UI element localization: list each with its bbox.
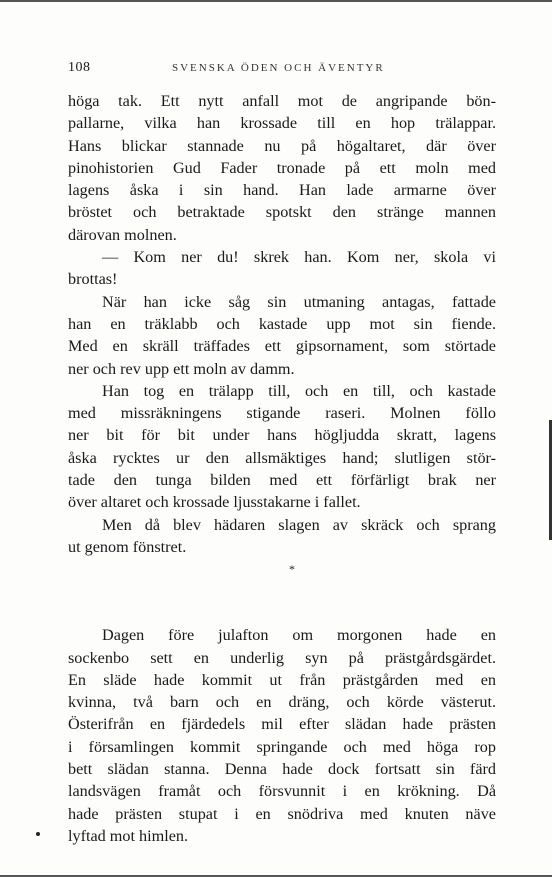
text-line: höga tak. Ett nytt anfall mot de angripande bön- (68, 92, 496, 110)
running-title: SVENSKA ÖDEN OCH ÄVENTYR (172, 62, 385, 74)
text-line: Hans blickar stannade nu på högaltaret, där över (68, 136, 496, 155)
text-line: brottas! (68, 270, 118, 289)
text-line: han en träklabb och kastade upp mot sin fiende. (68, 314, 496, 333)
text-line: När han icke såg sin utmaning antagas, fattade (102, 292, 496, 311)
text-line: lyftad mot himlen. (68, 826, 189, 845)
text-line: därovan molnen. (68, 225, 177, 244)
text-line: bett slädan stanna. Denna hade dock fortsatt sin färd (68, 760, 496, 779)
text-line: pallarne, vilka han krossade till en hop trälappar. (68, 114, 496, 133)
text-line: En släde hade kommit ut från prästgården med en (68, 670, 496, 689)
body-text (68, 90, 496, 847)
text-line: över altaret och krossade ljusstakarne i fallet. (68, 493, 361, 512)
text-line: Men då blev hädaren slagen av skräck och sprang (102, 515, 496, 534)
text-line: kvinna, två barn och en dräng, och körde västerut. (68, 693, 496, 712)
text-line: tade den tunga bilden med ett förfärligt brak ner (68, 471, 496, 490)
text-line: Med en skräll träffades ett gipsornament, som störtade (68, 337, 496, 356)
text-line: landsvägen framåt och försvunnit i en krökning. Då (68, 782, 496, 801)
text-line: pinohistorien Gud Fader tronade på ett moln med (68, 158, 496, 177)
text-line: i församlingen kommit springande och med höga rop (68, 737, 496, 756)
text-line: ut genom fönstret. (68, 537, 187, 556)
text-line: med missräkningens stigande raseri. Molnen föllo (68, 404, 496, 423)
page-number: 108 (68, 60, 91, 75)
text-line: Han tog en trälapp till, och en till, och kastade (102, 381, 496, 400)
section-separator: * (289, 562, 295, 577)
scan-top-edge (0, 0, 552, 2)
text-line: hade prästen stupat i en snödriva med knuten näve (68, 804, 496, 823)
page-header (68, 60, 498, 80)
text-line: lagens åska i sin hand. Han lade armarne över (68, 181, 496, 200)
text-line: ner bit för bit under hans högljudda skratt, lagens (68, 426, 496, 445)
section-gap (68, 580, 496, 624)
text-line: — Kom ner du! skrek han. Kom ner, skola vi (102, 248, 496, 267)
text-line: sockenbo sett en underlig syn på prästgårdsgärdet. (68, 648, 496, 667)
text-line: Dagen före julafton om morgonen hade en (102, 626, 496, 645)
scan-speck (36, 832, 40, 836)
text-line: Österifrån en fjärdedels mil efter slädan hade prästen (68, 715, 496, 734)
text-line: bröstet och betraktade spotskt den stränge mannen (68, 203, 496, 222)
text-line: åska rycktes ur den allsmäktiges hand; slutligen stör- (68, 448, 496, 467)
text-line: ner och rev upp ett moln av damm. (68, 359, 295, 378)
